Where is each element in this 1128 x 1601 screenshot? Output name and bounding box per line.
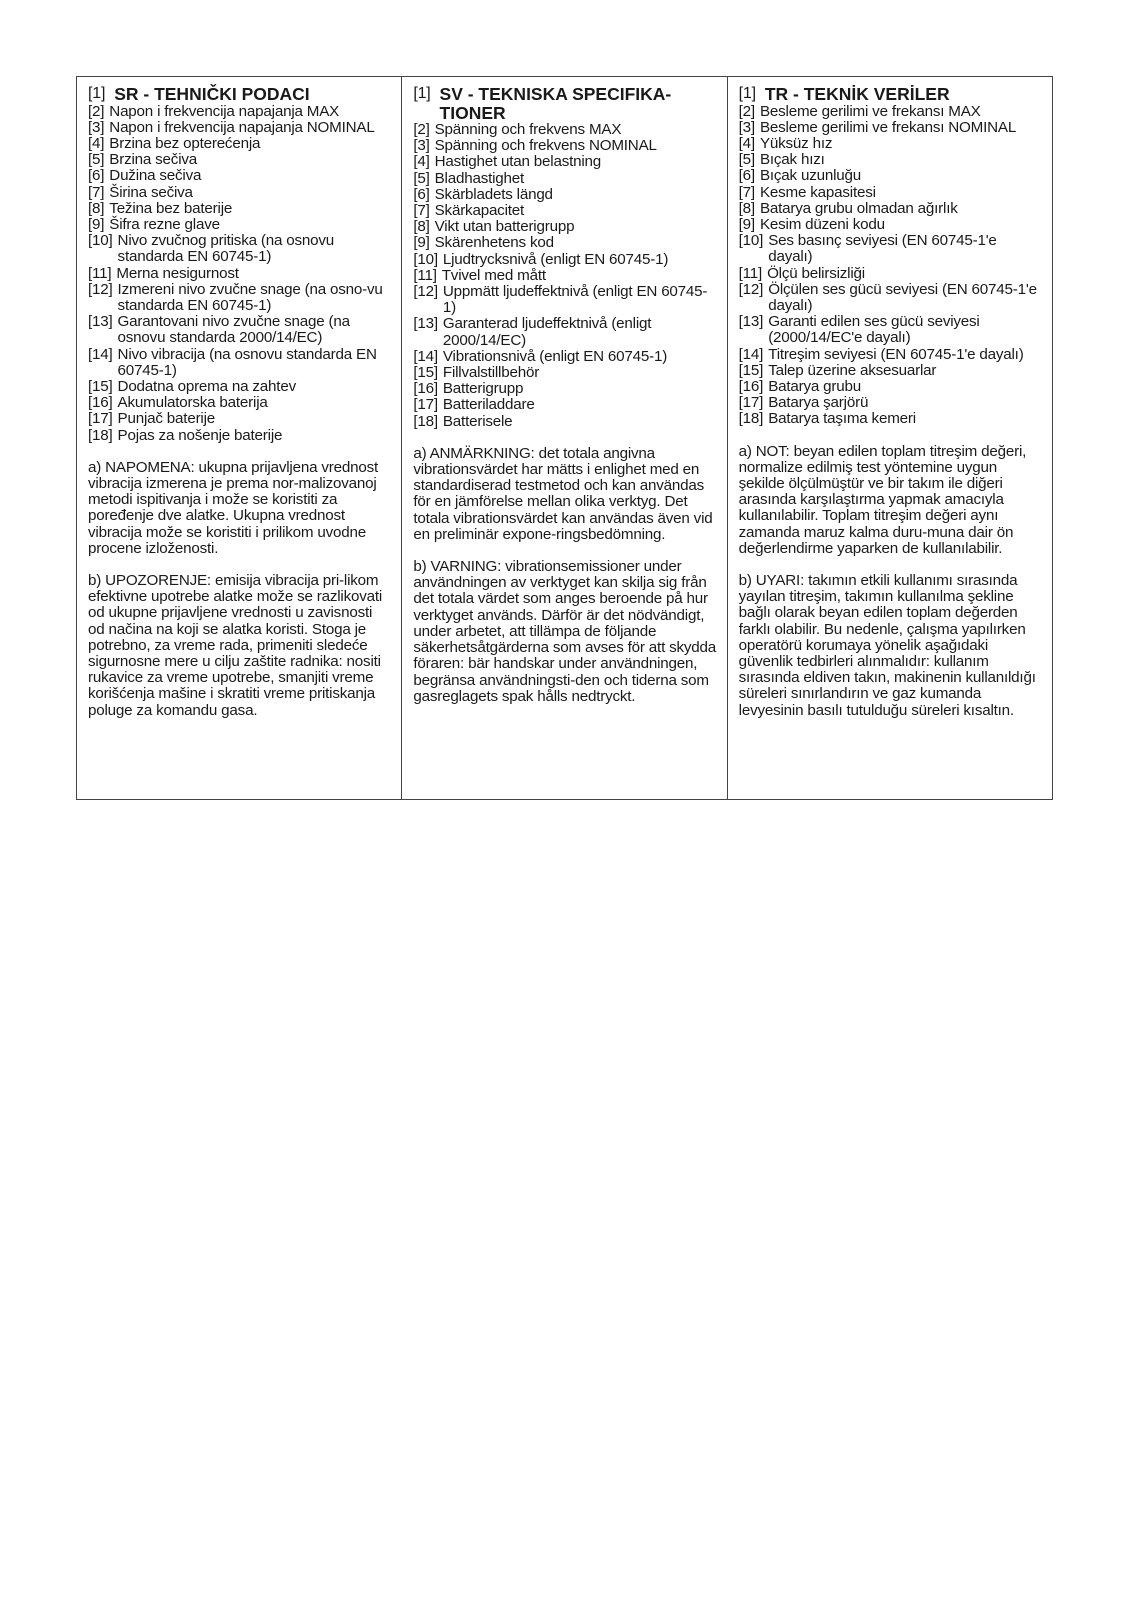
item-text: Bıçak uzunluğu	[759, 167, 862, 185]
item-text: Tvivel med mått	[441, 266, 546, 284]
item-number: [17]	[88, 410, 113, 428]
list-item	[413, 235, 716, 251]
item-text: Ses basınç seviyesi (EN 60745-1'e dayalı)	[768, 232, 997, 266]
item-text: Bladhastighet	[434, 169, 525, 187]
item-text: Hastighet utan belastning	[434, 153, 602, 171]
item-text: Batarya taşıma kemeri	[768, 410, 916, 428]
list-item	[88, 120, 391, 136]
list-item	[413, 397, 716, 413]
item-text: Šifra rezne glave	[109, 215, 220, 233]
note-a: a) NAPOMENA: ukupna prijavljena vrednost vibracija izmerena je prema nor-malizovanoj metodi ispitivanja i može se koristiti za poređenje dve alatke. Ukupna vrednost vibracija može se koristiti i prilikom uvodne procene izloženosti.	[88, 458, 378, 557]
list-item	[413, 154, 716, 170]
list-item	[88, 168, 391, 184]
item-number: [11]	[413, 266, 437, 284]
item-number: [12]	[738, 280, 764, 298]
section-heading	[413, 85, 716, 122]
item-text: Širina sečiva	[109, 183, 193, 201]
item-text: Napon i frekvencija napajanja MAX	[109, 102, 340, 120]
item-text: Ölçü belirsizliği	[767, 264, 865, 282]
item-text: Merna nesigurnost	[116, 264, 239, 282]
list-item	[88, 104, 391, 120]
list-item	[413, 316, 716, 348]
item-text: Garanti edilen ses gücü seviyesi (2000/14/EC'e dayalı)	[768, 313, 980, 347]
item-text: Ljudtrycksnivå (enligt EN 60745-1)	[442, 250, 669, 268]
list-item	[413, 252, 716, 268]
item-text: Batarya grubu olmadan ağırlık	[759, 199, 958, 217]
spec-table	[76, 76, 1053, 800]
item-text: Pojas za nošenje baterije	[117, 426, 283, 444]
item-text: Batarya şarjörü	[768, 394, 869, 412]
list-item	[88, 185, 391, 201]
list-item	[739, 120, 1042, 136]
list-item	[739, 282, 1042, 314]
item-number: [14]	[413, 347, 438, 365]
item-number: [5]	[738, 151, 755, 169]
list-item	[413, 171, 716, 187]
item-number: [9]	[413, 234, 430, 252]
item-number: [14]	[88, 345, 113, 363]
list-item	[739, 233, 1042, 265]
item-number: [8]	[88, 199, 105, 217]
item-number: [12]	[88, 280, 113, 298]
item-number: [18]	[738, 410, 764, 428]
item-text: Fillvalstillbehör	[442, 364, 540, 382]
item-text: Kesme kapasitesi	[759, 183, 876, 201]
list-item	[88, 217, 391, 233]
list-item	[739, 395, 1042, 411]
spec-list	[739, 104, 1042, 428]
item-number: [3]	[738, 118, 755, 136]
list-item	[739, 363, 1042, 379]
item-text: Brzina sečiva	[109, 151, 198, 169]
note-b: b) VARNING: vibrationsemissioner under användningen av verktyget kan skilja sig från det totala värdet som anges beroende på hur verktyget används. Därför är det nödvändigt, under arbetet, att tillämpa de följande säkerhetsåtgärderna som avses för att skydda föraren: bär handskar under användningen, begränsa användningsti-den och tiderna som gasreglagets spak hålls nedtryckt.	[413, 558, 717, 705]
item-text: Batterisele	[442, 412, 513, 430]
item-number: [9]	[88, 215, 105, 233]
list-item	[739, 266, 1042, 282]
item-text: Ölçülen ses gücü seviyesi (EN 60745-1'e dayalı)	[768, 280, 1037, 314]
item-text: Dužina sečiva	[109, 167, 202, 185]
list-item	[413, 365, 716, 381]
spec-list	[88, 104, 391, 444]
section-heading	[739, 85, 1042, 104]
item-number: [18]	[413, 412, 438, 430]
list-item	[739, 217, 1042, 233]
list-item	[739, 347, 1042, 363]
item-number: [8]	[738, 199, 755, 217]
heading-number: [1]	[413, 85, 431, 102]
list-item	[739, 411, 1042, 427]
item-number: [6]	[413, 185, 430, 203]
list-item	[88, 201, 391, 217]
item-text: Vikt utan batterigrupp	[434, 218, 575, 236]
list-item	[739, 168, 1042, 184]
item-number: [9]	[738, 215, 755, 233]
item-number: [15]	[738, 361, 764, 379]
list-item	[739, 104, 1042, 120]
list-item	[739, 201, 1042, 217]
item-number: [17]	[738, 394, 764, 412]
item-text: Nivo zvučnog pritiska (na osnovu standarda EN 60745-1)	[117, 232, 335, 266]
list-item	[413, 138, 716, 154]
column-sv	[401, 77, 726, 799]
item-number: [8]	[413, 218, 430, 236]
item-number: [10]	[413, 250, 438, 268]
item-number: [13]	[738, 313, 764, 331]
item-text: Garanterad ljudeffektnivå (enligt 2000/14/EC)	[442, 315, 652, 349]
heading-title: SV - TEKNISKA SPECIFIKA-TIONER	[439, 84, 672, 123]
list-item	[413, 349, 716, 365]
item-number: [16]	[88, 394, 113, 412]
item-number: [11]	[88, 264, 112, 282]
item-text: Težina bez baterije	[109, 199, 233, 217]
list-item	[88, 347, 391, 379]
item-text: Punjač baterije	[117, 410, 216, 428]
item-number: [4]	[413, 153, 430, 171]
item-number: [18]	[88, 426, 113, 444]
note-a: a) NOT: beyan edilen toplam titreşim değeri, normalize edilmiş test yöntemine uygun şekilde ölçülmüştür ve bir takım ile diğeri arasında karşılaştırma yapmak amacıyla kullanılabilir. Toplam titreşim değeri aynı zamanda maruz kalma duru-muna dair ön değerlendirme yaparken de kullanılabilir.	[738, 442, 1027, 557]
list-item	[88, 379, 391, 395]
item-text: Skärenhetens kod	[434, 234, 554, 252]
list-item	[413, 203, 716, 219]
item-number: [11]	[738, 264, 763, 282]
list-item	[739, 152, 1042, 168]
column-sr	[77, 77, 401, 799]
item-text: Besleme gerilimi ve frekansı NOMINAL	[759, 118, 1017, 136]
item-number: [4]	[738, 134, 755, 152]
list-item	[88, 233, 391, 265]
item-number: [14]	[738, 345, 764, 363]
list-item	[88, 428, 391, 444]
list-item	[739, 136, 1042, 152]
item-number: [2]	[413, 121, 430, 138]
item-text: Yüksüz hız	[759, 134, 833, 152]
item-number: [17]	[413, 396, 438, 414]
item-text: Spänning och frekvens MAX	[434, 121, 622, 138]
heading-number: [1]	[88, 85, 106, 102]
item-number: [16]	[738, 377, 764, 395]
column-tr	[727, 77, 1052, 799]
note-b: b) UPOZORENJE: emisija vibracija pri-likom efektivne upotrebe alatke može se razlikovati od ukupne prijavljene vrednosti u zavisnosti od načina na koji se alatka koristi. Stoga je potrebno, za vreme rada, primeniti sledeće sigurnosne mere u cilju zaštite radnika: nositi rukavice za vreme upotrebe, smanjiti vreme korišćenja mašine i skratiti vreme pritiskanja poluge za komandu gasa.	[88, 571, 383, 719]
item-number: [5]	[88, 151, 105, 169]
item-number: [13]	[88, 313, 113, 331]
list-item	[88, 314, 391, 346]
list-item	[413, 122, 716, 138]
item-text: Skärbladets längd	[434, 185, 553, 203]
item-number: [3]	[88, 118, 105, 136]
item-number: [7]	[88, 183, 105, 201]
list-item	[413, 284, 716, 316]
list-item	[413, 268, 716, 284]
item-text: Batteriladdare	[442, 396, 535, 414]
list-item	[739, 379, 1042, 395]
list-item	[88, 411, 391, 427]
list-item	[413, 414, 716, 430]
item-text: Nivo vibracija (na osnovu standarda EN 60745-1)	[117, 345, 377, 379]
item-number: [2]	[88, 102, 105, 120]
item-text: Batarya grubu	[768, 377, 862, 395]
item-number: [2]	[738, 102, 755, 120]
spec-list	[413, 122, 716, 430]
item-number: [12]	[413, 283, 438, 301]
list-item	[88, 152, 391, 168]
item-text: Skärkapacitet	[434, 202, 525, 220]
item-number: [7]	[738, 183, 755, 201]
item-text: Dodatna oprema na zahtev	[117, 377, 296, 395]
list-item	[88, 282, 391, 314]
item-number: [5]	[413, 169, 430, 187]
item-number: [16]	[413, 380, 438, 398]
item-number: [13]	[413, 315, 438, 333]
item-number: [6]	[88, 167, 105, 185]
item-text: Besleme gerilimi ve frekansı MAX	[759, 102, 981, 120]
list-item	[413, 219, 716, 235]
item-text: Garantovani nivo zvučne snage (na osnovu standarda 2000/14/EC)	[117, 313, 350, 347]
item-text: Uppmätt ljudeffektnivå (enligt EN 60745-1)	[442, 283, 708, 317]
item-text: Akumulatorska baterija	[117, 394, 268, 412]
item-number: [15]	[413, 364, 438, 382]
list-item	[88, 395, 391, 411]
note-b: b) UYARI: takımın etkili kullanımı sırasında yayılan titreşim, takımın kullanılma şekline bağlı olarak beyan edilen toplam değerden farklı olabilir. Bu nedenle, çalışma yapılırken operatörü korumaya yönelik aşağıdaki güvenlik tedbirleri alınmalıdır: kullanım sırasında eldiven takın, makinenin kullanıldığı süreleri sınırlandırın ve gaz kumanda levyesinin basılı tutulduğu süreleri kısaltın.	[738, 571, 1036, 719]
item-text: Kesim düzeni kodu	[759, 215, 885, 233]
list-item	[739, 185, 1042, 201]
item-number: [7]	[413, 202, 430, 220]
list-item	[88, 136, 391, 152]
item-number: [4]	[88, 134, 105, 152]
item-text: Vibrationsnivå (enligt EN 60745-1)	[442, 347, 668, 365]
note-a: a) ANMÄRKNING: det totala angivna vibrationsvärdet har mätts i enlighet med en standardiserad testmetod och kan användas för en jämförelse mellan olika verktyg. Det totala vibrationsvärdet kan användas även vid en preliminär expone-ringsbedömning.	[413, 444, 713, 543]
item-text: Titreşim seviyesi (EN 60745-1'e dayalı)	[768, 345, 1024, 363]
list-item	[413, 381, 716, 397]
item-text: Bıçak hızı	[759, 151, 825, 169]
item-text: Napon i frekvencija napajanja NOMINAL	[109, 118, 375, 136]
heading-title: TR - TEKNİK VERİLER	[764, 84, 950, 104]
item-text: Spänning och frekvens NOMINAL	[434, 137, 657, 155]
item-number: [15]	[88, 377, 113, 395]
item-text: Batterigrupp	[442, 380, 524, 398]
item-text: Izmereni nivo zvučne snage (na osno-vu standarda EN 60745-1)	[117, 280, 383, 314]
item-number: [10]	[88, 232, 113, 250]
section-heading	[88, 85, 391, 104]
heading-title: SR - TEHNIČKI PODACI	[114, 84, 310, 104]
list-item	[88, 266, 391, 282]
item-number: [6]	[738, 167, 755, 185]
item-number: [10]	[738, 232, 764, 250]
item-text: Talep üzerine aksesuarlar	[768, 361, 937, 379]
heading-number: [1]	[738, 85, 756, 102]
list-item	[413, 187, 716, 203]
item-number: [3]	[413, 137, 430, 155]
item-text: Brzina bez opterećenja	[109, 134, 261, 152]
list-item	[739, 314, 1042, 346]
